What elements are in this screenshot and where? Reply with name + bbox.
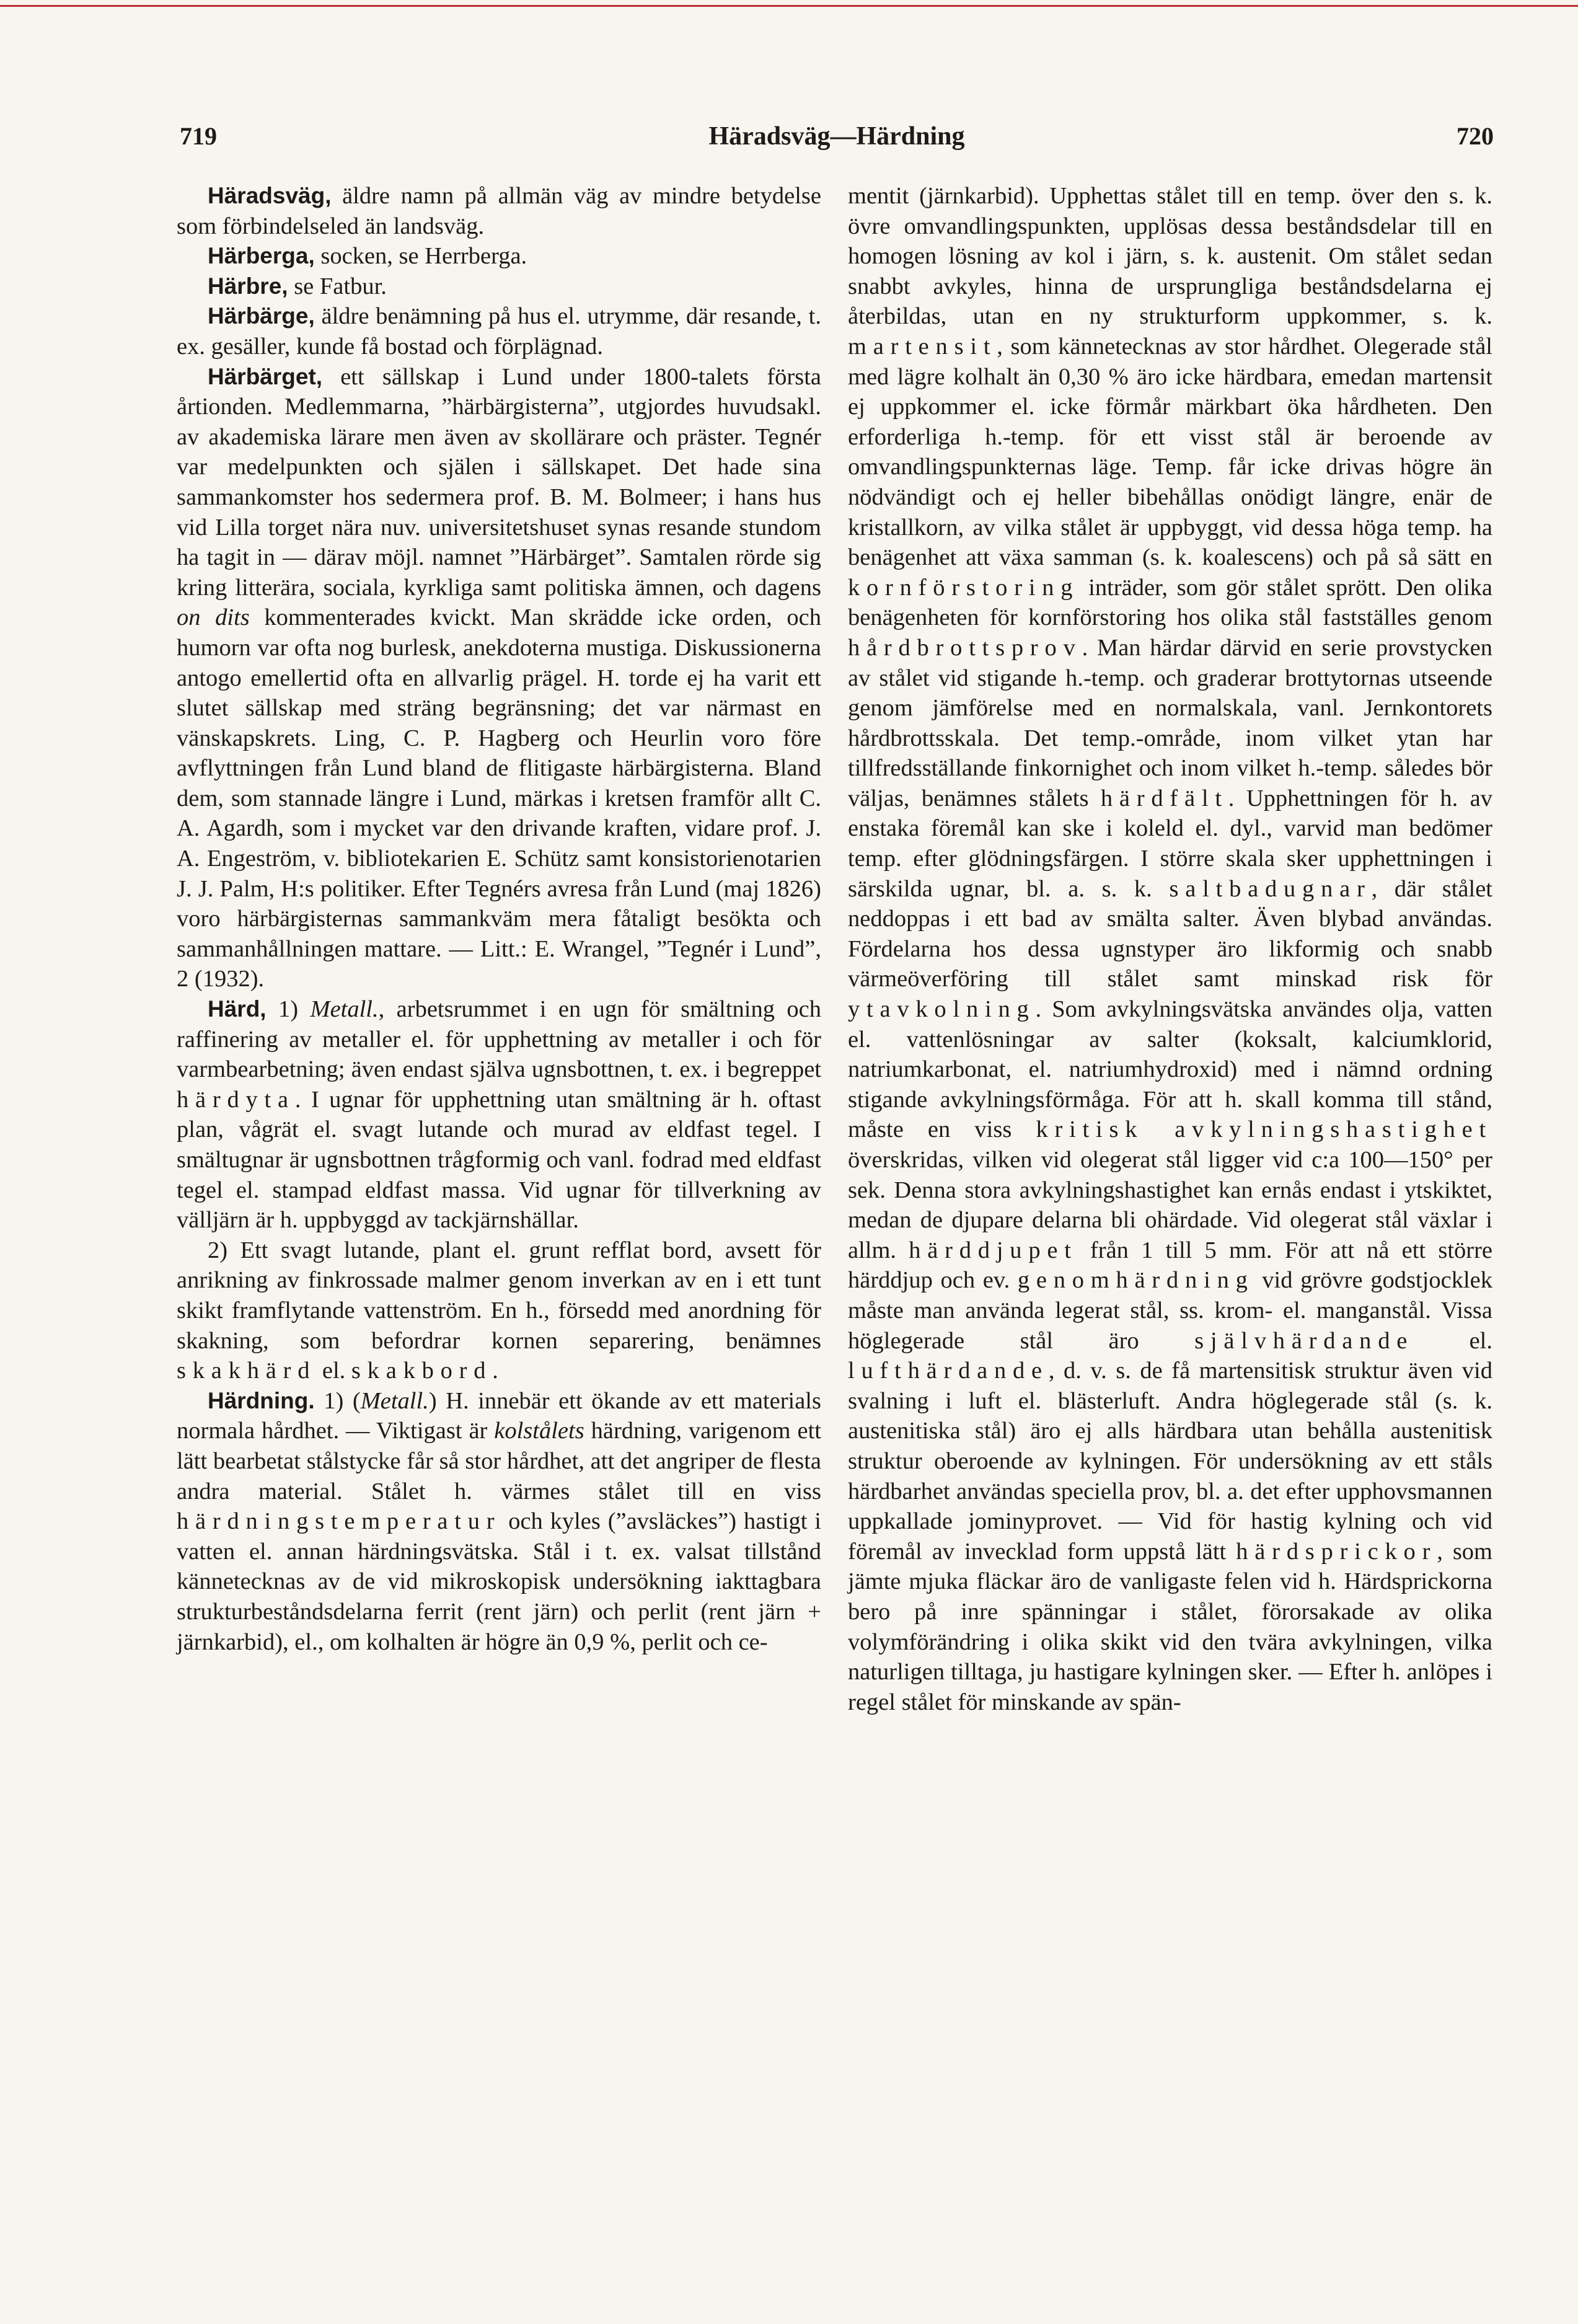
spaced-term: härdfält (1100, 785, 1228, 811)
entry-text: el. (1414, 1327, 1492, 1354)
entry-hard-sense-2 (177, 1235, 821, 1386)
entry-text: överskridas, vilken vid olegerat stål ligger vid c:a 100—150° per sek. Denna stora avkylningshastighet kan ernås endast i ytskiktet, medan de djupare delarna bli ohärdade. Vid olegerat stål växlar i allm. (848, 1147, 1492, 1263)
italic-term: Metall. (310, 996, 379, 1023)
spaced-term: lufthärdande (848, 1358, 1049, 1384)
left-column (177, 181, 821, 1657)
spaced-term: martensit (848, 333, 997, 360)
entry-harberga (177, 241, 821, 272)
entry-hardning (177, 1386, 821, 1657)
spaced-term: härdningstemperatur (177, 1508, 501, 1535)
spaced-term: härdyta (177, 1086, 295, 1113)
italic-term: Metall. (360, 1387, 429, 1414)
headword: Härd, (208, 996, 267, 1022)
headword: Härbärget, (208, 363, 323, 389)
entry-text: , som jämte mjuka fläckar äro de vanligaste felen vid h. Härdsprickorna bero på inre spänningar i stålet, förorsakade av olika volymförändring i olika skikt vid den tvära avkylningen, vilka naturligen tilltaga, ju hastigare kylningen sker. — Efter h. anlöpes i regel stålet för minskande av spän- (848, 1538, 1492, 1715)
spaced-term: självhärdande (1194, 1327, 1414, 1354)
entry-text: el. (316, 1358, 351, 1384)
entry-text: se Fatbur. (288, 273, 387, 299)
entry-text: vid grövre godstjocklek måste man använda legerat stål, ss. krom- el. manganstål. Vissa höglegerade stål äro (848, 1267, 1492, 1354)
entry-text: . (492, 1358, 498, 1384)
entry-text: mentit (järnkarbid). Upphettas stålet till en temp. över den s. k. övre omvandlingspunkten, upplösas dessa beståndsdelar till en homogen lösning av kol i järn, s. k. austenit. Om stålet sedan snabbt avkyles, hinna de ursprungliga beståndsdelarna ej återbildas, utan en ny strukturform uppkommer, s. k. (848, 183, 1492, 330)
spaced-term: genomhärdning (1017, 1267, 1254, 1294)
entry-text: , arbetsrummet i en ugn för smältning och raffinering av metaller el. för upphettning av metaller i och för varmbearbetning; även endast själva ugnsbottnen, t. ex. i begreppet (177, 996, 821, 1083)
entry-haradsvag (177, 181, 821, 241)
page-number-right: 720 (1457, 122, 1494, 150)
entry-text: 2) Ett svagt lutande, plant el. grunt refflat bord, avsett för anrikning av finkrossade malmer genom inverkan av en i ett tunt skikt framflytande vattenström. En h., försedd med anordning för skakning, som befordrar kornen separering, benämnes (177, 1237, 821, 1354)
page-number-left: 719 (180, 122, 217, 150)
entry-text: och kyles (”avsläckes”) hastigt i vatten el. annan härdningsvätska. Stål i t. ex. valsat tillstånd kännetecknas av de vid mikroskopisk undersökning iakttagbara strukturbeståndsdelarna ferrit (rent järn) och perlit (rent järn + järnkarbid), el., om kolhalten är högre än 0,9 %, perlit och ce- (177, 1508, 821, 1655)
headword: Häradsväg, (208, 183, 332, 208)
italic-term: kolstålets (494, 1418, 584, 1444)
spaced-term: skakhärd (177, 1358, 317, 1384)
entry-text: 1) (266, 996, 311, 1023)
headword: Härbre, (208, 273, 288, 299)
entry-harbre (177, 272, 821, 302)
top-edge-line (0, 5, 1578, 7)
entry-hardning-continued (848, 181, 1492, 1717)
spaced-term: ytavkolning (848, 996, 1036, 1023)
spaced-term: härdsprickor (1236, 1538, 1437, 1565)
right-column (848, 181, 1492, 1717)
entry-hard (177, 994, 821, 1235)
spaced-term: skakbord (351, 1358, 493, 1384)
entry-text: äldre benämning på hus el. utrymme, där resande, t. ex. gesäller, kunde få bostad och förplägnad. (177, 303, 821, 360)
entry-text: inträder, som gör stålet sprött. Den olika benägenheten för kornförstoring hos olika stål fastställes genom (848, 574, 1492, 631)
entry-text: . Som avkylningsvätska användes olja, vatten el. vattenlösningar av salter (koksalt, kalciumklorid, natriumkarbonat, el. natriumhydroxid) med i nämnd ordning stigande avkylningsförmåga. För att h. skall komma till stånd, måste en viss (848, 996, 1492, 1143)
spaced-term: härddjupet (909, 1237, 1078, 1263)
spaced-term: kornförstoring (848, 574, 1080, 601)
headword: Härberga, (208, 243, 315, 269)
entry-text: , där stålet neddoppas i ett bad av smälta salter. Även blybad användas. Fördelarna hos dessa ugnstyper äro likformig och snabb värmeöverföring till stålet samt minskad risk för (848, 875, 1492, 992)
entry-text: socken, se Herrberga. (314, 243, 527, 270)
entry-harbarget (177, 362, 821, 994)
running-head: Häradsväg—Härdning (708, 122, 965, 151)
page-header (180, 122, 1494, 165)
entry-text: . Upphettningen för h. av enstaka föremål kan ske i koleld el. dyl., varvid man bedömer temp. efter glödningsfärgen. I större skala sker upphettningen i särskilda ugnar, bl. a. s. k. (848, 785, 1492, 902)
spaced-term: kritisk avkylningshastighet (1036, 1116, 1492, 1143)
entry-text: äldre namn på allmän väg av mindre betydelse som förbindelseled än landsväg. (177, 183, 821, 239)
entry-text: 1) ( (314, 1387, 361, 1414)
entry-text: kommenterades kvickt. Man skrädde icke orden, och humorn var ofta nog burlesk, anekdoterna mustiga. Diskussionerna antogo emellertid ofta en allvarlig prägel. H. torde ej ha varit ett slutet sällskap med sträng begränsning; det var närmast en vänskapskrets. Ling, C. P. Hagberg och Heurlin voro före avflyttningen från Lund bland de flitigaste härbärgisterna. Bland dem, som stannade längre i Lund, märkas i kretsen framför allt C. A. Agardh, som i mycket var den drivande kraften, vidare prof. J. A. Engeström, v. bibliotekarien E. Schütz samt konsistorienotarien J. J. Palm, H:s politiker. Efter Tegnérs avresa från Lund (maj 1826) voro härbärgisternas sammankväm mera fåtaligt besökta och sammanhållningen mattare. — Litt.: E. Wrangel, ”Tegnér i Lund”, 2 (1932). (177, 604, 821, 992)
entry-text: , som kännetecknas av stor hårdhet. Olegerade stål med lägre kolhalt än 0,30 % äro icke härdbara, emedan martensit ej uppkommer el. icke förmår märkbart öka hårdheten. Den erforderliga h.-temp. för ett visst stål är beroende av omvandlingspunkternas läge. Temp. får icke drivas högre än nödvändigt och ej heller bibehållas onödigt längre, enär de kristallkorn, av vilka stålet är uppbyggt, vid dessa höga temp. ha benägenhet att växa samman (s. k. koalescens) och på så sätt en (848, 333, 1492, 571)
entry-text: från 1 till 5 mm. För att nå ett större härddjup och ev. (848, 1237, 1492, 1294)
spaced-term: saltbadugnar (1169, 875, 1372, 902)
entry-text: härdning, varigenom ett lätt bearbetat stålstycke får så stor hårdhet, att det angriper de flesta andra material. Stålet h. värmes stålet till en viss (177, 1418, 821, 1504)
entry-text: . I ugnar för upphettning utan smältning är h. oftast plan, vågrät el. svagt lutande och murad av eldfast tegel. I smältugnar är ugnsbottnen trågformig och vanl. fodrad med eldfast tegel el. stampad eldfast massa. Vid ugnar för tillverkning av välljärn är h. uppbyggd av tackjärnshällar. (177, 1086, 821, 1234)
entry-harbarge (177, 301, 821, 361)
italic-term: on dits (177, 604, 250, 631)
entry-text: . Man härdar därvid en serie provstycken av stålet vid stigande h.-temp. och graderar brottytornas utseende genom jämförelse med en normalskala, vanl. Jernkontorets hårdbrottsskala. Det temp.-område, inom vilket ytan har tillfredsställande finkornighet och inom vilket h.-temp. således bör väljas, benämnes stålets (848, 634, 1492, 811)
entry-text: ) H. innebär ett ökande av ett materials normala hårdhet. — Viktigast är (177, 1387, 821, 1444)
headword: Härdning. (208, 1387, 315, 1413)
entry-text: , d. v. s. de få martensitisk struktur även vid svalning i luft el. blästerluft. Andra höglegerade stål (s. k. austenitiska stål) äro ej alls härdbara utan behålla austenitisk struktur oberoende av kylningen. För undersökning av ett ståls härdbarhet användas speciella prov, bl. a. det efter upphovsmannen uppkallade jominyprovet. — Vid för hastig kylning och vid föremål av invecklad form uppstå lätt (848, 1358, 1492, 1565)
spaced-term: hårdbrottsprov (848, 634, 1082, 661)
headword: Härbärge, (208, 303, 315, 329)
entry-text: ett sällskap i Lund under 1800-talets första årtionden. Medlemmarna, ”härbärgisterna”, utgjordes huvudsakl. av akademiska lärare men även av skollärare och präster. Tegnér var medelpunkten och själen i sällskapet. Det hade sina sammankomster hos sedermera prof. B. M. Bolmeer; i hans hus vid Lilla torget nära nuv. universitetshuset synas resande stundom ha tagit in — därav möjl. namnet ”Härbärget”. Samtalen rörde sig kring litterära, sociala, kyrkliga samt politiska ämnen, och dagens (177, 363, 821, 601)
